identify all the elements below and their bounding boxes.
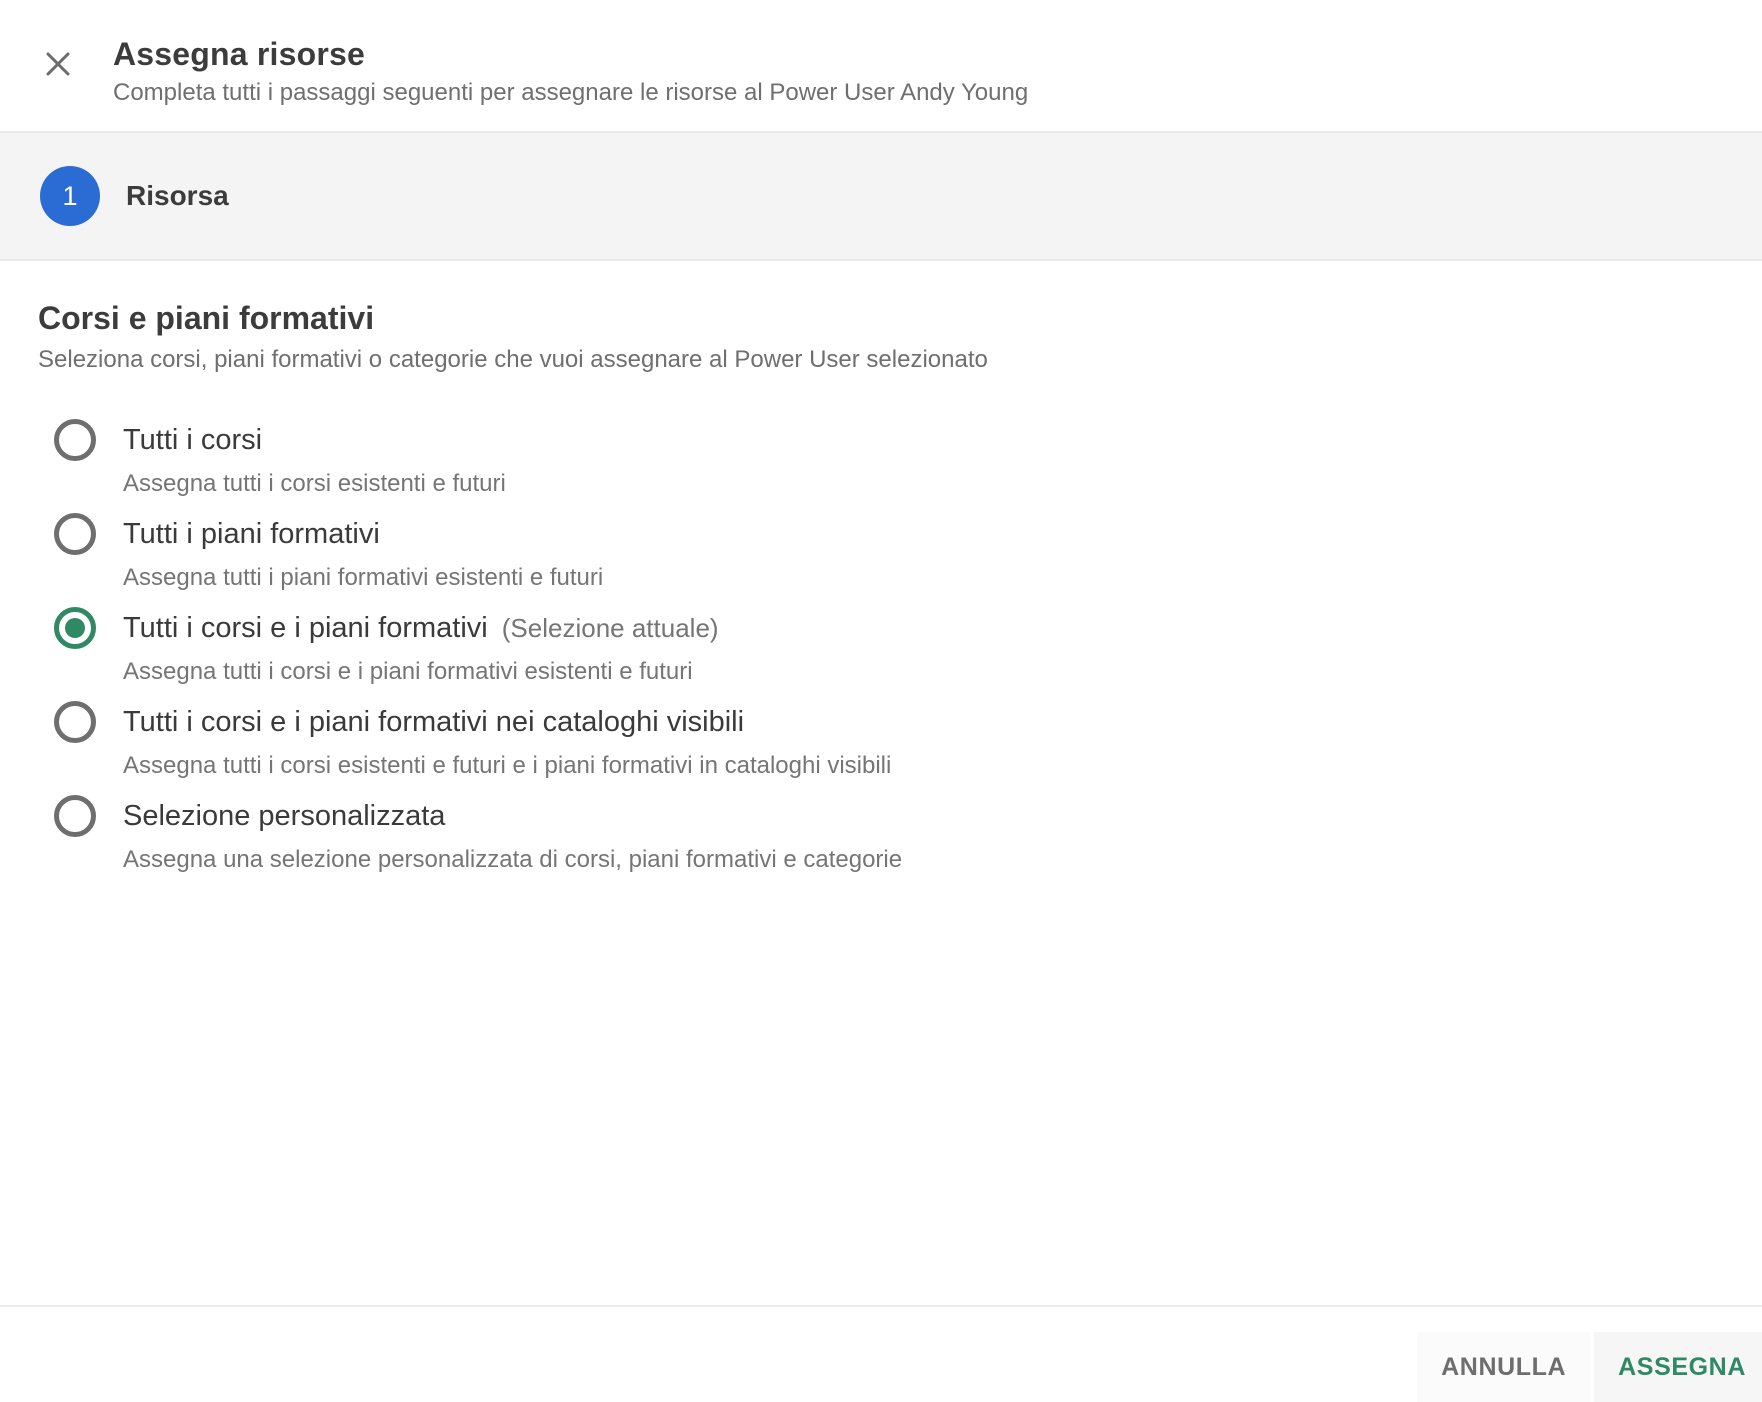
option-label-row — [123, 513, 603, 560]
radio-button-icon[interactable] — [54, 701, 96, 743]
radio-option[interactable] — [38, 513, 1722, 596]
cancel-button[interactable]: ANNULLA — [1417, 1332, 1590, 1402]
option-text — [123, 607, 719, 690]
modal-header — [0, 0, 1762, 133]
current-selection-note: (Selezione attuale) — [501, 613, 719, 643]
option-text — [123, 419, 506, 502]
step-label: Risorsa — [126, 180, 229, 211]
option-label-row — [123, 795, 902, 842]
option-label: Tutti i corsi e i piani formativi nei cataloghi visibili — [123, 706, 745, 738]
close-icon — [43, 49, 73, 79]
option-text — [123, 701, 891, 784]
radio-button-icon[interactable] — [54, 795, 96, 837]
option-label-row — [123, 419, 506, 466]
option-description: Assegna tutti i corsi esistenti e futuri e i piani formativi in cataloghi visibili — [123, 752, 892, 779]
option-description: Assegna tutti i corsi esistenti e futuri — [123, 470, 506, 497]
option-label-row — [123, 607, 719, 654]
step-number-badge: 1 — [40, 166, 100, 226]
radio-dot — [65, 712, 85, 732]
radio-option[interactable] — [38, 607, 1722, 690]
radio-option[interactable] — [38, 701, 1722, 784]
modal-footer — [0, 1305, 1762, 1402]
page-title: Assegna risorse — [113, 36, 366, 72]
header-text — [0, 0, 1762, 107]
radio-dot — [65, 524, 85, 544]
option-description: Assegna una selezione personalizzata di corsi, piani formativi e categorie — [123, 846, 903, 873]
assign-button[interactable]: ASSEGNA — [1594, 1332, 1762, 1402]
section-subtitle: Seleziona corsi, piani formativi o categorie che vuoi assegnare al Power User selezionato — [38, 346, 988, 373]
option-label: Selezione personalizzata — [123, 800, 446, 832]
option-label: Tutti i corsi — [123, 424, 263, 456]
step-bar — [0, 133, 1762, 261]
radio-option[interactable] — [38, 419, 1722, 502]
option-label: Tutti i piani formativi — [123, 518, 380, 550]
option-description: Assegna tutti i corsi e i piani formativi esistenti e futuri — [123, 658, 693, 685]
option-text — [123, 795, 902, 878]
radio-button-icon[interactable] — [54, 513, 96, 555]
option-label-row — [123, 701, 891, 748]
section-title: Corsi e piani formativi — [38, 300, 375, 336]
radio-dot — [65, 430, 85, 450]
radio-dot — [65, 618, 85, 638]
radio-button-icon[interactable] — [54, 607, 96, 649]
resource-option-list — [38, 419, 1722, 878]
radio-dot — [65, 806, 85, 826]
radio-button-icon[interactable] — [54, 419, 96, 461]
option-description: Assegna tutti i piani formativi esistenti e futuri — [123, 564, 604, 591]
option-text — [123, 513, 603, 596]
page-subtitle: Completa tutti i passaggi seguenti per assegnare le risorse al Power User Andy Young — [113, 79, 1029, 106]
option-label: Tutti i corsi e i piani formativi — [123, 612, 488, 644]
close-button[interactable] — [40, 46, 76, 82]
radio-option[interactable] — [38, 795, 1722, 878]
main-content — [0, 261, 1762, 878]
